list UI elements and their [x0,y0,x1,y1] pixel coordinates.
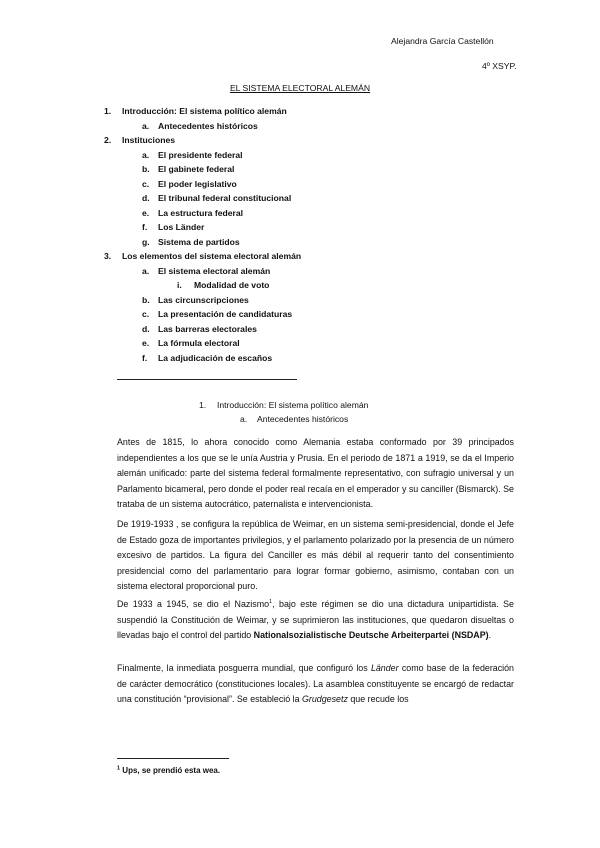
toc-item [142,266,270,276]
toc-item [142,121,258,131]
toc-label: El poder legislativo [158,179,237,189]
toc-label: El presidente federal [158,150,243,160]
toc-label: Instituciones [122,135,176,145]
toc-item [142,193,291,203]
footnote [117,766,220,775]
toc-number: c. [142,179,150,189]
toc-label: Las circunscripciones [158,295,249,305]
toc-label: La adjudicación de escaños [158,353,273,363]
toc-number: 2. [104,135,112,145]
toc-number: 3. [104,251,112,261]
subsection-title: Antecedentes históricos [257,414,349,424]
author-name: Alejandra García Castellón [391,36,494,46]
toc-item [142,295,249,305]
toc-number: a. [142,121,150,131]
toc-item [142,309,292,319]
toc-label: Las barreras electorales [158,324,257,334]
toc-label: Introducción: El sistema político alemán [122,106,287,116]
toc-number: a. [142,266,150,276]
toc-number: a. [142,150,150,160]
toc-item [142,222,204,232]
footnote-reference: 1 [269,599,273,606]
toc-item [142,237,240,247]
toc-label: Sistema de partidos [158,237,240,247]
toc-label: El gabinete federal [158,164,235,174]
footnote-separator [117,758,229,759]
toc-number: e. [142,208,150,218]
toc-number: d. [142,193,150,203]
toc-item [104,251,301,261]
toc-label: Los Länder [158,222,205,232]
toc-number: f. [142,353,148,363]
toc-number: e. [142,338,150,348]
toc-label: La estructura federal [158,208,244,218]
section-number: 1. [199,400,207,410]
toc-item [142,179,237,189]
toc-label: El sistema electoral alemán [158,266,271,276]
section-heading [199,400,368,410]
toc-number: b. [142,295,150,305]
footnote-text: Ups, se prendió esta wea. [120,766,221,775]
paragraph-1: Antes de 1815, lo ahora conocido como Alemania estaba conformado por 39 principados independientes a los que se le unía Austria y Prusia. En el periodo de 1871 a 1919, se da el Imperio alemán unificado: parte del sistema federal formalmente representativo, con sufragio universal y un Parlamento bicameral, pero donde el poder real recaía en el emperador y su canciller (Bismarck). Se trataba de un sistema autocrático, paternalista e intervencionista. [117,437,514,510]
toc-label: Los elementos del sistema electoral alemán [122,251,302,261]
toc-item [142,150,243,160]
toc-label: La fórmula electoral [158,338,240,348]
paragraph-4: Finalmente, la inmediata posguerra mundial, que configuró los Länder como base de la federación de carácter democrático (constituciones locales). La asamblea constituyente se encargó de redactar una constitución “provisional”. Se estableció la Grudgesetz que recude los [117,663,514,705]
footnote-mark: 1 [117,765,121,772]
paragraph-2: De 1919-1933 , se configura la república de Weimar, en un sistema semi-presidencial, donde el Jefe de Estado goza de importantes privilegios, y el parlamento polarizado por la presencia de un número excesivo de partidos. La figura del Canciller es más débil al requerir tanto del consentimiento presidencial como del parlamentario para lograr formar gobierno, asimismo, contaban con un sistema electoral proporcional puro. [117,519,514,592]
toc-item [104,106,287,116]
document-title: EL SISTEMA ELECTORAL ALEMÁN [229,83,371,93]
party-name: Nationalsozialistische Deutsche Arbeiterpartei (NSDAP) [253,630,489,641]
toc-item [142,353,272,363]
toc-label: Antecedentes históricos [158,121,258,131]
toc-number: d. [142,324,150,334]
section-title: Introducción: El sistema político alemán [217,400,369,410]
toc-number: f. [142,222,148,232]
toc-item [142,164,234,174]
toc-number: 1. [104,106,112,116]
subsection-number: a. [240,414,248,424]
toc-item [177,280,269,290]
toc-label: La presentación de candidaturas [158,309,293,319]
toc-number: i. [177,280,182,290]
paragraph-3: De 1933 a 1945, se dio el Nazismo$^1$, bajo este régimen se dio una dictadura unipartidista. Se suspendió la Constitución de Weimar, y se suprimieron las instituciones, que quedaron disueltas o llevadas bajo el control del partido Nationalsozialistische Deutsche Arbeiterpartei (NSDAP). [117,599,514,641]
toc-number: g. [142,237,150,247]
toc-label: El tribunal federal constitucional [158,193,292,203]
toc-item [142,338,240,348]
toc-number: c. [142,309,150,319]
toc-item [142,324,257,334]
toc-label: Modalidad de voto [194,280,270,290]
subsection-heading [240,414,348,424]
course-label: 4º XSYP. [482,61,517,71]
toc-number: b. [142,164,150,174]
separator-line [117,379,297,380]
toc-item [142,208,243,218]
toc-item [104,135,175,145]
